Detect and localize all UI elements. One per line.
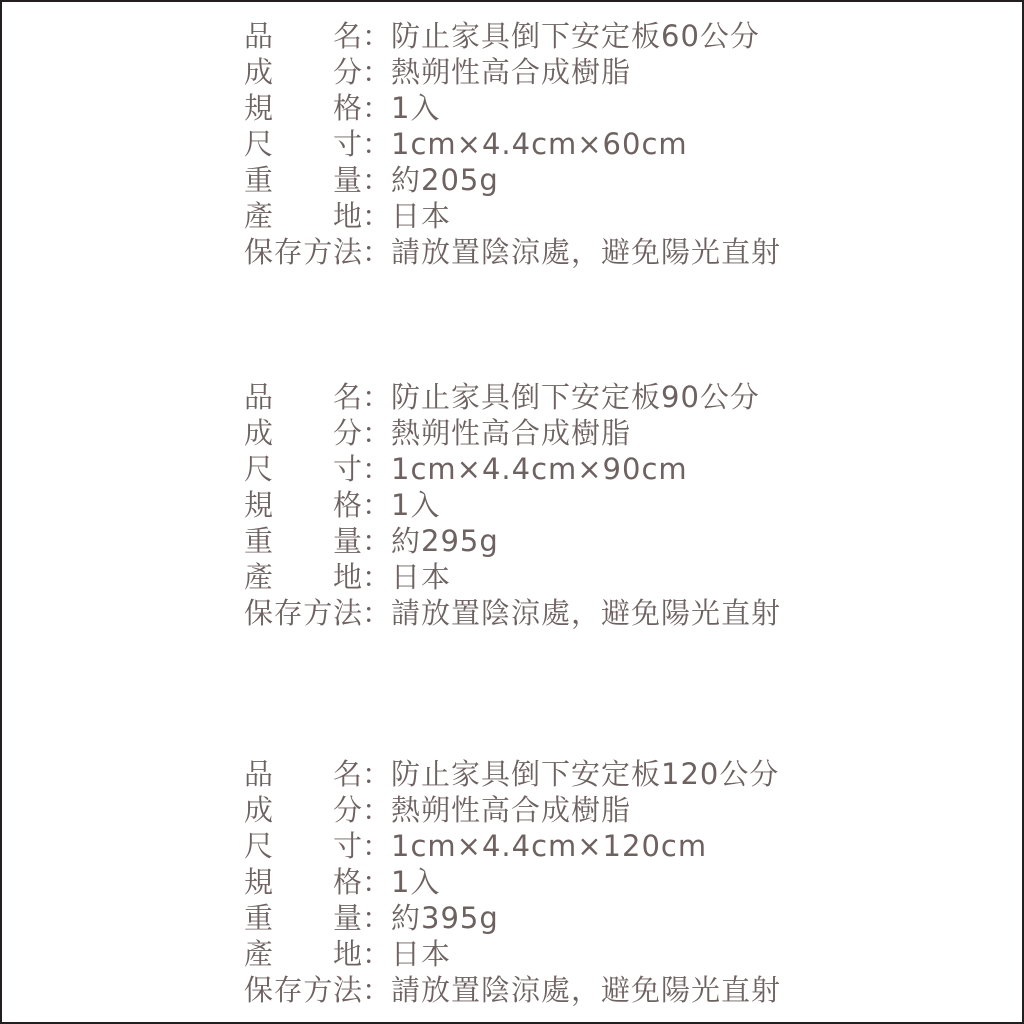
spec-colon: ： (362, 596, 392, 630)
spec-row (244, 756, 781, 792)
spec-colon: ： (362, 793, 392, 827)
spec-row (244, 792, 781, 828)
spec-value: 熱朔性高合成樹脂 (391, 55, 632, 89)
spec-label: 規格 (244, 865, 362, 899)
spec-label: 保存方法 (244, 973, 362, 1007)
spec-value: 熱朔性高合成樹脂 (391, 793, 632, 827)
spec-colon: ： (362, 757, 392, 791)
spec-value: 1cm×4.4cm×90cm (391, 452, 688, 486)
spec-label: 產地 (244, 199, 362, 233)
spec-label: 重量 (244, 901, 362, 935)
spec-value: 1入 (391, 865, 441, 899)
spec-value: 防止家具倒下安定板90公分 (391, 380, 760, 414)
spec-label: 尺寸 (244, 829, 362, 863)
spec-colon: ： (362, 163, 392, 197)
spec-row (244, 415, 781, 451)
spec-colon: ： (362, 199, 392, 233)
spec-value: 請放置陰涼處，避免陽光直射 (391, 596, 782, 630)
spec-label: 尺寸 (244, 127, 362, 161)
spec-value: 防止家具倒下安定板120公分 (391, 757, 780, 791)
spec-row (244, 864, 781, 900)
spec-colon: ： (362, 380, 392, 414)
spec-colon: ： (362, 865, 392, 899)
spec-row (244, 90, 781, 126)
spec-colon: ： (362, 488, 392, 522)
spec-value: 日本 (391, 560, 452, 594)
spec-row (244, 595, 781, 631)
spec-label: 重量 (244, 163, 362, 197)
spec-label: 品名 (244, 19, 362, 53)
spec-value: 日本 (391, 199, 452, 233)
spec-label: 成分 (244, 416, 362, 450)
spec-colon: ： (362, 901, 392, 935)
spec-value: 請放置陰涼處，避免陽光直射 (391, 973, 782, 1007)
spec-colon: ： (362, 973, 392, 1007)
spec-colon: ： (362, 560, 392, 594)
spec-block-90cm (244, 379, 781, 631)
spec-colon: ： (362, 524, 392, 558)
spec-label: 成分 (244, 55, 362, 89)
spec-label: 規格 (244, 488, 362, 522)
spec-colon: ： (362, 127, 392, 161)
spec-value: 熱朔性高合成樹脂 (391, 416, 632, 450)
spec-label: 產地 (244, 560, 362, 594)
spec-label: 規格 (244, 91, 362, 125)
spec-value: 日本 (391, 937, 452, 971)
spec-colon: ： (362, 416, 392, 450)
spec-colon: ： (362, 235, 392, 269)
spec-label: 保存方法 (244, 235, 362, 269)
spec-label: 成分 (244, 793, 362, 827)
spec-value: 防止家具倒下安定板60公分 (391, 19, 760, 53)
spec-row (244, 451, 781, 487)
spec-label: 尺寸 (244, 452, 362, 486)
spec-label: 品名 (244, 757, 362, 791)
spec-label: 重量 (244, 524, 362, 558)
spec-row (244, 126, 781, 162)
spec-row (244, 936, 781, 972)
spec-colon: ： (362, 19, 392, 53)
spec-colon: ： (362, 452, 392, 486)
spec-value: 約395g (391, 901, 499, 935)
spec-label: 保存方法 (244, 596, 362, 630)
spec-row (244, 972, 781, 1008)
spec-label: 產地 (244, 937, 362, 971)
spec-row (244, 559, 781, 595)
spec-value: 1cm×4.4cm×120cm (391, 829, 708, 863)
spec-colon: ： (362, 829, 392, 863)
spec-row (244, 18, 781, 54)
spec-block-60cm (244, 18, 781, 270)
spec-label: 品名 (244, 380, 362, 414)
spec-row (244, 234, 781, 270)
spec-colon: ： (362, 91, 392, 125)
spec-block-120cm (244, 756, 781, 1008)
spec-value: 約295g (391, 524, 499, 558)
spec-row (244, 828, 781, 864)
spec-value: 1cm×4.4cm×60cm (391, 127, 688, 161)
spec-row (244, 523, 781, 559)
spec-value: 請放置陰涼處，避免陽光直射 (391, 235, 782, 269)
spec-row (244, 198, 781, 234)
spec-row (244, 487, 781, 523)
spec-value: 1入 (391, 488, 441, 522)
spec-colon: ： (362, 55, 392, 89)
spec-row (244, 54, 781, 90)
spec-row (244, 900, 781, 936)
spec-row (244, 162, 781, 198)
spec-value: 約205g (391, 163, 499, 197)
spec-colon: ： (362, 937, 392, 971)
spec-value: 1入 (391, 91, 441, 125)
spec-row (244, 379, 781, 415)
